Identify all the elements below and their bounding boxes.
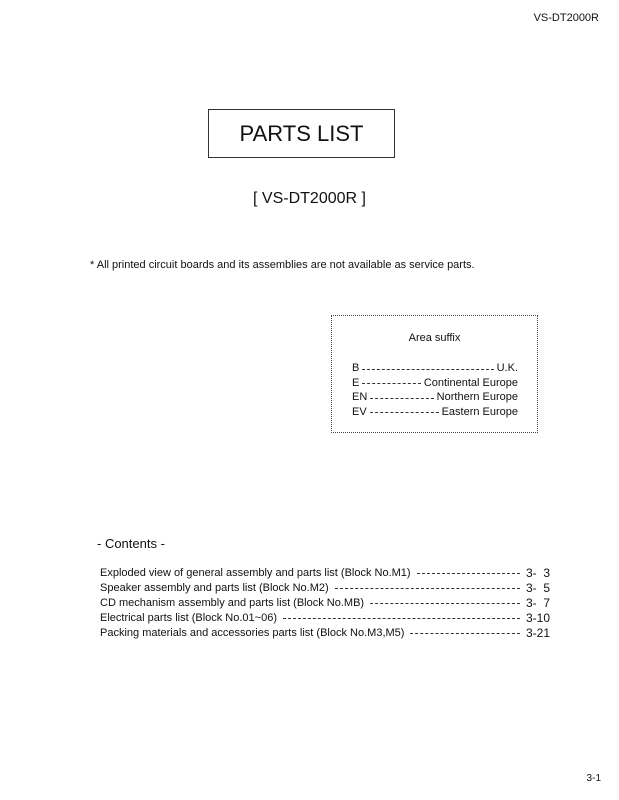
- footer-page-number: 3-1: [586, 773, 601, 784]
- area-suffix-list: [352, 361, 518, 419]
- area-suffix-box: [331, 315, 538, 433]
- toc-entry-label: Packing materials and accessories parts list (Block No.M3,M5): [100, 626, 405, 639]
- dash-leader: [417, 573, 520, 574]
- area-suffix-row: [352, 361, 518, 376]
- toc-entry-page: 3- 7: [526, 595, 551, 610]
- contents-heading: - Contents -: [97, 536, 165, 551]
- dash-leader: [362, 383, 420, 384]
- toc-entry-label: Speaker assembly and parts list (Block No.M2): [100, 581, 329, 594]
- table-of-contents: [100, 565, 553, 640]
- area-code: E: [352, 376, 360, 389]
- toc-entry-page: 3- 3: [526, 565, 551, 580]
- dash-leader: [362, 369, 493, 370]
- area-code: EN: [352, 391, 368, 404]
- toc-entry: [100, 565, 553, 580]
- toc-entry: [100, 595, 553, 610]
- area-region: Northern Europe: [436, 391, 518, 404]
- toc-entry-label: Electrical parts list (Block No.01~06): [100, 611, 277, 624]
- title-box: [208, 109, 395, 158]
- area-region: Continental Europe: [423, 376, 518, 389]
- toc-entry-page: 3-21: [526, 625, 551, 640]
- toc-entry-page: 3-10: [526, 610, 551, 625]
- area-suffix-row: [352, 376, 518, 391]
- area-code: B: [352, 362, 360, 375]
- dash-leader: [410, 633, 520, 634]
- area-suffix-title: Area suffix: [408, 332, 461, 344]
- dash-leader: [335, 588, 520, 589]
- area-region: Eastern Europe: [441, 405, 518, 418]
- dash-leader: [370, 412, 439, 413]
- dash-leader: [370, 603, 520, 604]
- toc-entry: [100, 580, 553, 595]
- toc-entry-label: Exploded view of general assembly and parts list (Block No.M1): [100, 566, 411, 579]
- header-model-number: VS-DT2000R: [533, 12, 599, 24]
- toc-entry: [100, 610, 553, 625]
- toc-entry-label: CD mechanism assembly and parts list (Block No.MB): [100, 596, 365, 609]
- area-code: EV: [352, 405, 367, 418]
- dash-leader: [283, 618, 520, 619]
- service-parts-note: * All printed circuit boards and its assemblies are not available as service parts.: [90, 259, 475, 271]
- dash-leader: [370, 398, 433, 399]
- area-suffix-row: [352, 405, 518, 420]
- area-region: U.K.: [496, 362, 518, 375]
- toc-entry: [100, 625, 553, 640]
- model-subtitle: [ VS-DT2000R ]: [253, 190, 366, 207]
- area-suffix-row: [352, 390, 518, 405]
- toc-entry-page: 3- 5: [526, 580, 551, 595]
- page-title: PARTS LIST: [239, 120, 364, 146]
